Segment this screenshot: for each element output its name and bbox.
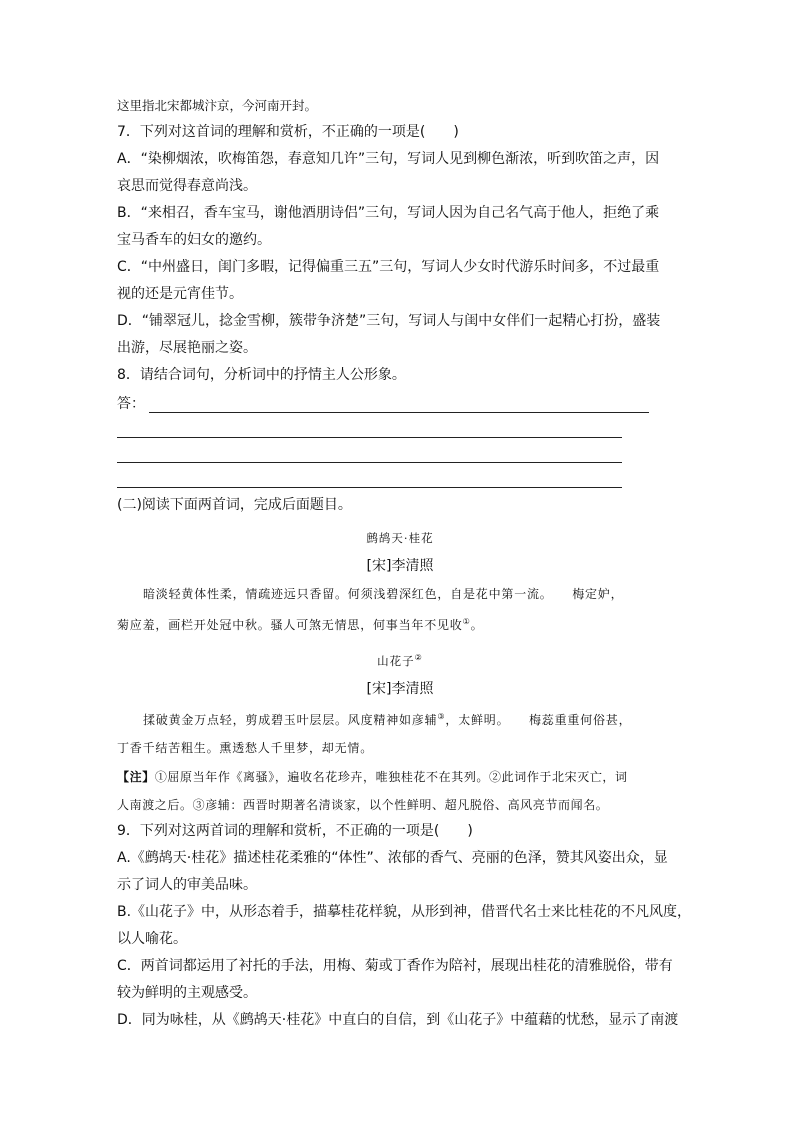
poem-2-line-1b: ，太鲜明。 梅蕊重重何俗甚， [445,712,632,727]
question-9-option-a-line2: 示了词人的审美品味。 [117,876,257,893]
question-7-option-a-line1: A．“染柳烟浓，吹梅笛怨，春意知几许”三句，写词人见到柳色渐浓，听到吹笛之声，因 [117,151,660,167]
footnote-continuation: 这里指北宋都城汴京，今河南开封。 [117,98,318,113]
question-9-stem: 9．下列对这两首词的理解和赏析，不正确的一项是( ) [117,822,473,839]
poem-2-title [117,643,683,676]
poem-1 [117,523,683,639]
question-8-stem: 8．请结合词句，分析词中的抒情主人公形象。 [117,367,406,383]
answer-row [117,389,683,413]
answer-line-2[interactable] [117,413,622,438]
poem-1-line-1: 暗淡轻黄体性柔，情疏迹远只香留。何须浅碧深红色，自是花中第一流。 梅定妒， [143,587,624,601]
question-9-option-c-line1: C．两首词都运用了衬托的手法，用梅、菊或丁香作为陪衬，展现出桂花的清雅脱俗，带有 [117,957,673,974]
poem-2-line-1 [117,703,683,734]
question-7-option-b-line1: B．“来相召，香车宝马，谢他酒朋诗侣”三句，写词人因为自己名气高于他人，拒绝了乘 [117,205,660,221]
question-9 [117,818,692,1034]
poem-1-line-2-text: 菊应羞，画栏开处冠中秋。骚人可煞无情思，何事当年不见收 [117,618,463,632]
question-9-option-a-line1: A.《鹧鸪天·桂花》描述桂花柔雅的“体性”、浓郁的香气、亮丽的色泽，赞其风姿出众，显 [117,849,668,866]
question-7-option-d-line2: 出游，尽展艳丽之姿。 [117,340,257,356]
notes-label: 【注】 [117,769,155,784]
poem-1-author: [宋]李清照 [366,558,434,574]
notes-line-2: 人南渡之后。③彦辅：西晋时期著名清谈家，以个性鲜明、超凡脱俗、高风亮节而闻名。 [117,797,609,812]
poem-2-author: [宋]李清照 [366,680,434,697]
answer-line-3[interactable] [117,438,622,463]
question-7 [117,119,683,362]
poem-1-line-2-end: 。 [470,618,484,632]
question-9-option-b-line2: 以人喻花。 [117,930,187,947]
poem-1-title: 鹧鸪天·桂花 [366,531,434,545]
question-9-option-c-line2: 较为鲜明的主观感受。 [117,984,257,1001]
poem-2 [117,643,683,762]
question-7-stem: 7．下列对这首词的理解和赏析，不正确的一项是( ) [117,124,459,140]
note-marker-3: ③ [437,711,446,721]
question-8 [117,362,683,488]
page-content [117,92,692,1034]
question-7-option-d-line1: D．“铺翠冠儿，捻金雪柳，簇带争济楚”三句，写词人与闺中女伴们一起精心打扮，盛装 [117,313,661,329]
poem-2-line-2: 丁香千结苦粗生。熏透愁人千里梦，却无情。 [117,740,374,755]
note-marker-2: ② [414,653,423,662]
section-2-instruction: (二)阅读下面两首词，完成后面题目。 [117,497,352,513]
notes-line-1 [117,764,683,790]
question-7-option-a-line2: 哀思而觉得春意尚浅。 [117,178,257,194]
question-9-option-d-line1: D．同为咏桂，从《鹧鸪天·桂花》中直白的自信，到《山花子》中蕴藉的忧愁，显示了南渡 [117,1011,679,1028]
poem-2-title-text: 山花子 [377,653,415,668]
question-7-option-c-line2: 视的还是元宵佳节。 [117,286,243,302]
answer-line-4[interactable] [117,463,622,488]
poem-1-line-2 [117,608,683,639]
annotation-notes [117,764,683,818]
answer-label: 答： [117,396,145,412]
poem-2-line-1a: 揉破黄金万点轻，剪成碧玉叶层层。风度精神如彦辅 [143,712,438,727]
question-7-option-c-line1: C．“中州盛日，闺门多暇，记得偏重三五”三句，写词人少女时代游乐时间多，不过最重 [117,259,660,275]
answer-line-1[interactable] [149,396,649,413]
question-7-option-b-line2: 宝马香车的妇女的邀约。 [117,232,271,248]
notes-line-1-text: ①屈原当年作《离骚》，遍收名花珍卉，唯独桂花不在其列。②此词作于北宋灭亡，词 [154,769,628,784]
question-9-option-b-line1: B.《山花子》中，从形态着手，描摹桂花样貌，从形到神，借晋代名士来比桂花的不凡风度， [117,903,692,920]
note-marker-1: ① [462,617,471,626]
